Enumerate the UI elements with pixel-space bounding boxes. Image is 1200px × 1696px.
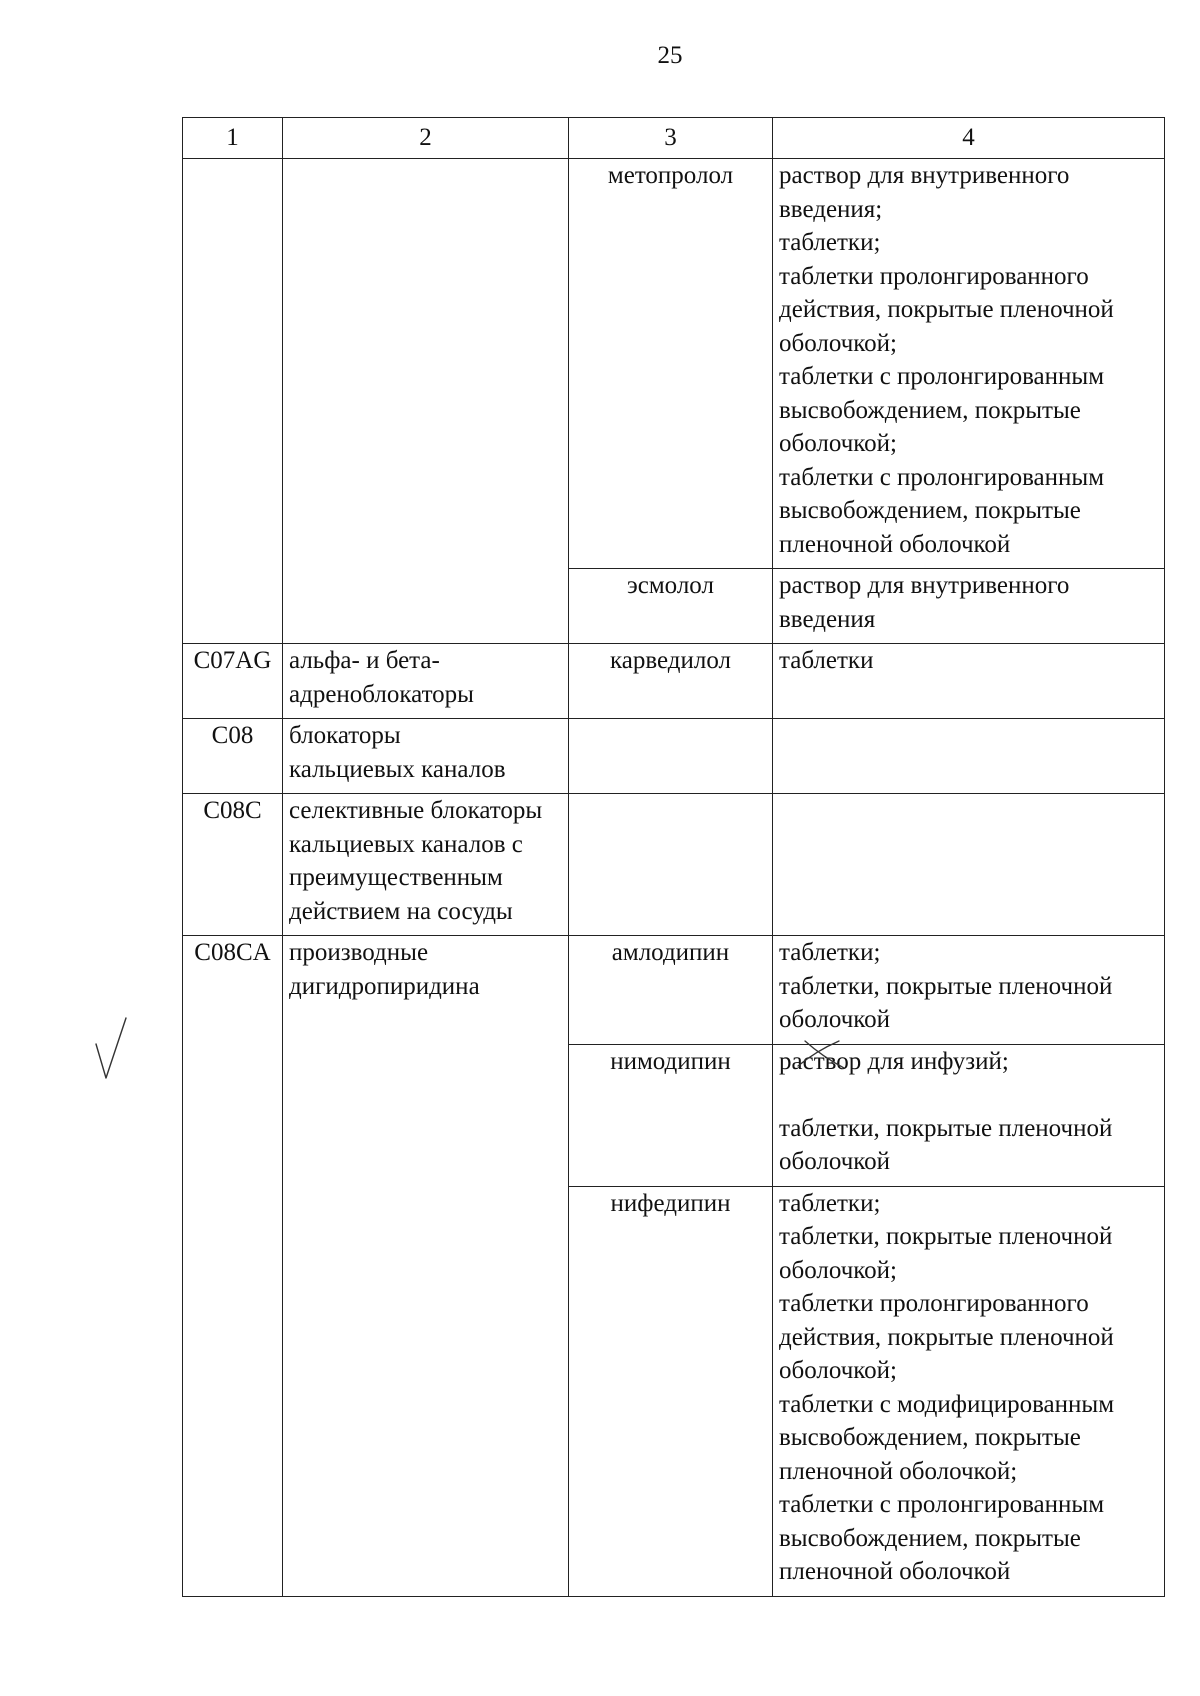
group-name-line: кальциевых каналов xyxy=(289,755,506,783)
drug-name-cell xyxy=(569,719,773,794)
atc-code-cell xyxy=(183,719,283,794)
column-header-1: 1 xyxy=(183,118,283,159)
drug-name-cell xyxy=(569,159,773,569)
atc-code: C08C xyxy=(203,797,262,824)
dosage-form-line: высвобождением, покрытые xyxy=(779,1524,1081,1552)
dosage-form-line: действия, покрытые пленочной xyxy=(779,296,1114,323)
group-name-cell xyxy=(283,794,569,936)
dosage-form-line: пленочной оболочкой xyxy=(779,530,1011,558)
atc-code-cell xyxy=(183,644,283,719)
group-name-line: преимущественным xyxy=(289,864,503,891)
atc-code: C07AG xyxy=(193,647,272,674)
dosage-form-line xyxy=(779,1078,1158,1112)
dosage-form-line: введения xyxy=(779,605,876,633)
group-name-cell xyxy=(283,644,569,719)
dosage-form-line: таблетки, покрытые пленочной xyxy=(779,1114,1113,1142)
table-row xyxy=(183,936,1165,1045)
group-name-line: дигидропиридина xyxy=(289,972,480,1000)
dosage-form-line: высвобождением, покрытые xyxy=(779,497,1081,524)
dosage-form-line: оболочкой xyxy=(779,1006,891,1033)
dosage-form-line: таблетки xyxy=(779,647,874,674)
atc-code: C08 xyxy=(211,722,254,749)
dosage-forms-cell xyxy=(773,719,1165,794)
dosage-forms-cell xyxy=(773,1186,1165,1596)
handwritten-checkmark-icon xyxy=(92,1016,132,1086)
dosage-form-line: таблетки; xyxy=(779,229,881,256)
dosage-form-line: таблетки, покрытые пленочной xyxy=(779,972,1113,1000)
header-row xyxy=(183,118,1165,159)
page-number: 25 xyxy=(657,42,683,69)
drug-name: нимодипин xyxy=(610,1047,731,1075)
drug-name: амлодипин xyxy=(611,939,730,966)
group-name-line: производные xyxy=(289,939,429,966)
group-name-line: действием на сосуды xyxy=(289,897,513,925)
drug-name-cell xyxy=(569,569,773,644)
dosage-form-line: высвобождением, покрытые xyxy=(779,1424,1081,1451)
dosage-forms-cell xyxy=(773,159,1165,569)
atc-code-cell xyxy=(183,159,283,644)
drug-name-cell xyxy=(569,644,773,719)
dosage-form-line: таблетки пролонгированного xyxy=(779,1290,1089,1317)
drug-name-cell xyxy=(569,1044,773,1186)
dosage-form-line: раствор для инфузий; xyxy=(779,1047,1009,1075)
dosage-forms-cell xyxy=(773,936,1165,1045)
group-name-line: альфа- и бета- xyxy=(289,647,440,674)
group-name-cell xyxy=(283,936,569,1597)
dosage-form-line: раствор для внутривенного xyxy=(779,572,1070,599)
dosage-form-line: таблетки с модифицированным xyxy=(779,1390,1115,1418)
column-header-3: 3 xyxy=(569,118,773,159)
group-name-line: адреноблокаторы xyxy=(289,680,474,708)
dosage-form-line: раствор для внутривенного xyxy=(779,162,1070,189)
column-header-4: 4 xyxy=(773,118,1165,159)
table-body xyxy=(183,159,1165,1597)
dosage-form-line: таблетки, покрытые пленочной xyxy=(779,1223,1113,1250)
dosage-form-line: пленочной оболочкой; xyxy=(779,1457,1018,1485)
table-row xyxy=(183,794,1165,936)
atc-code: C08CA xyxy=(194,939,271,966)
dosage-form-line: высвобождением, покрытые xyxy=(779,396,1081,424)
dosage-forms-cell xyxy=(773,644,1165,719)
drug-name-cell xyxy=(569,1186,773,1596)
dosage-form-line: оболочкой; xyxy=(779,430,897,457)
dosage-form-line: оболочкой; xyxy=(779,1256,897,1284)
dosage-form-line: таблетки с пролонгированным xyxy=(779,363,1105,390)
drug-name-cell xyxy=(569,936,773,1045)
dosage-form-line: таблетки; xyxy=(779,1189,881,1217)
group-name-line: блокаторы xyxy=(289,722,401,749)
dosage-form-line: таблетки; xyxy=(779,939,881,966)
table-row xyxy=(183,159,1165,569)
dosage-form-line: оболочкой xyxy=(779,1148,891,1175)
drug-name-cell xyxy=(569,794,773,936)
table-row xyxy=(183,644,1165,719)
dosage-form-line: таблетки с пролонгированным xyxy=(779,1491,1105,1518)
handwritten-cross-icon xyxy=(795,1038,847,1074)
group-name-cell xyxy=(283,159,569,644)
dosage-form-line: таблетки с пролонгированным xyxy=(779,463,1105,491)
dosage-form-line: введения; xyxy=(779,195,883,223)
drug-name: карведилол xyxy=(609,647,731,674)
drug-name: эсмолол xyxy=(627,572,714,599)
dosage-forms-cell xyxy=(773,569,1165,644)
medication-table xyxy=(182,117,1165,1597)
drug-name: нифедипин xyxy=(610,1189,731,1217)
group-name-line: селективные блокаторы xyxy=(289,797,543,824)
group-name-cell xyxy=(283,719,569,794)
group-name-line: кальциевых каналов с xyxy=(289,830,523,858)
dosage-form-line: действия, покрытые пленочной xyxy=(779,1323,1114,1351)
dosage-form-line: таблетки пролонгированного xyxy=(779,262,1089,290)
dosage-form-line: пленочной оболочкой xyxy=(779,1558,1011,1585)
dosage-form-line: оболочкой; xyxy=(779,1357,897,1384)
dosage-form-line: оболочкой; xyxy=(779,329,897,357)
column-header-2: 2 xyxy=(283,118,569,159)
dosage-forms-cell xyxy=(773,794,1165,936)
atc-code-cell xyxy=(183,794,283,936)
table-row xyxy=(183,719,1165,794)
drug-name: метопролол xyxy=(607,162,734,189)
atc-code-cell xyxy=(183,936,283,1597)
